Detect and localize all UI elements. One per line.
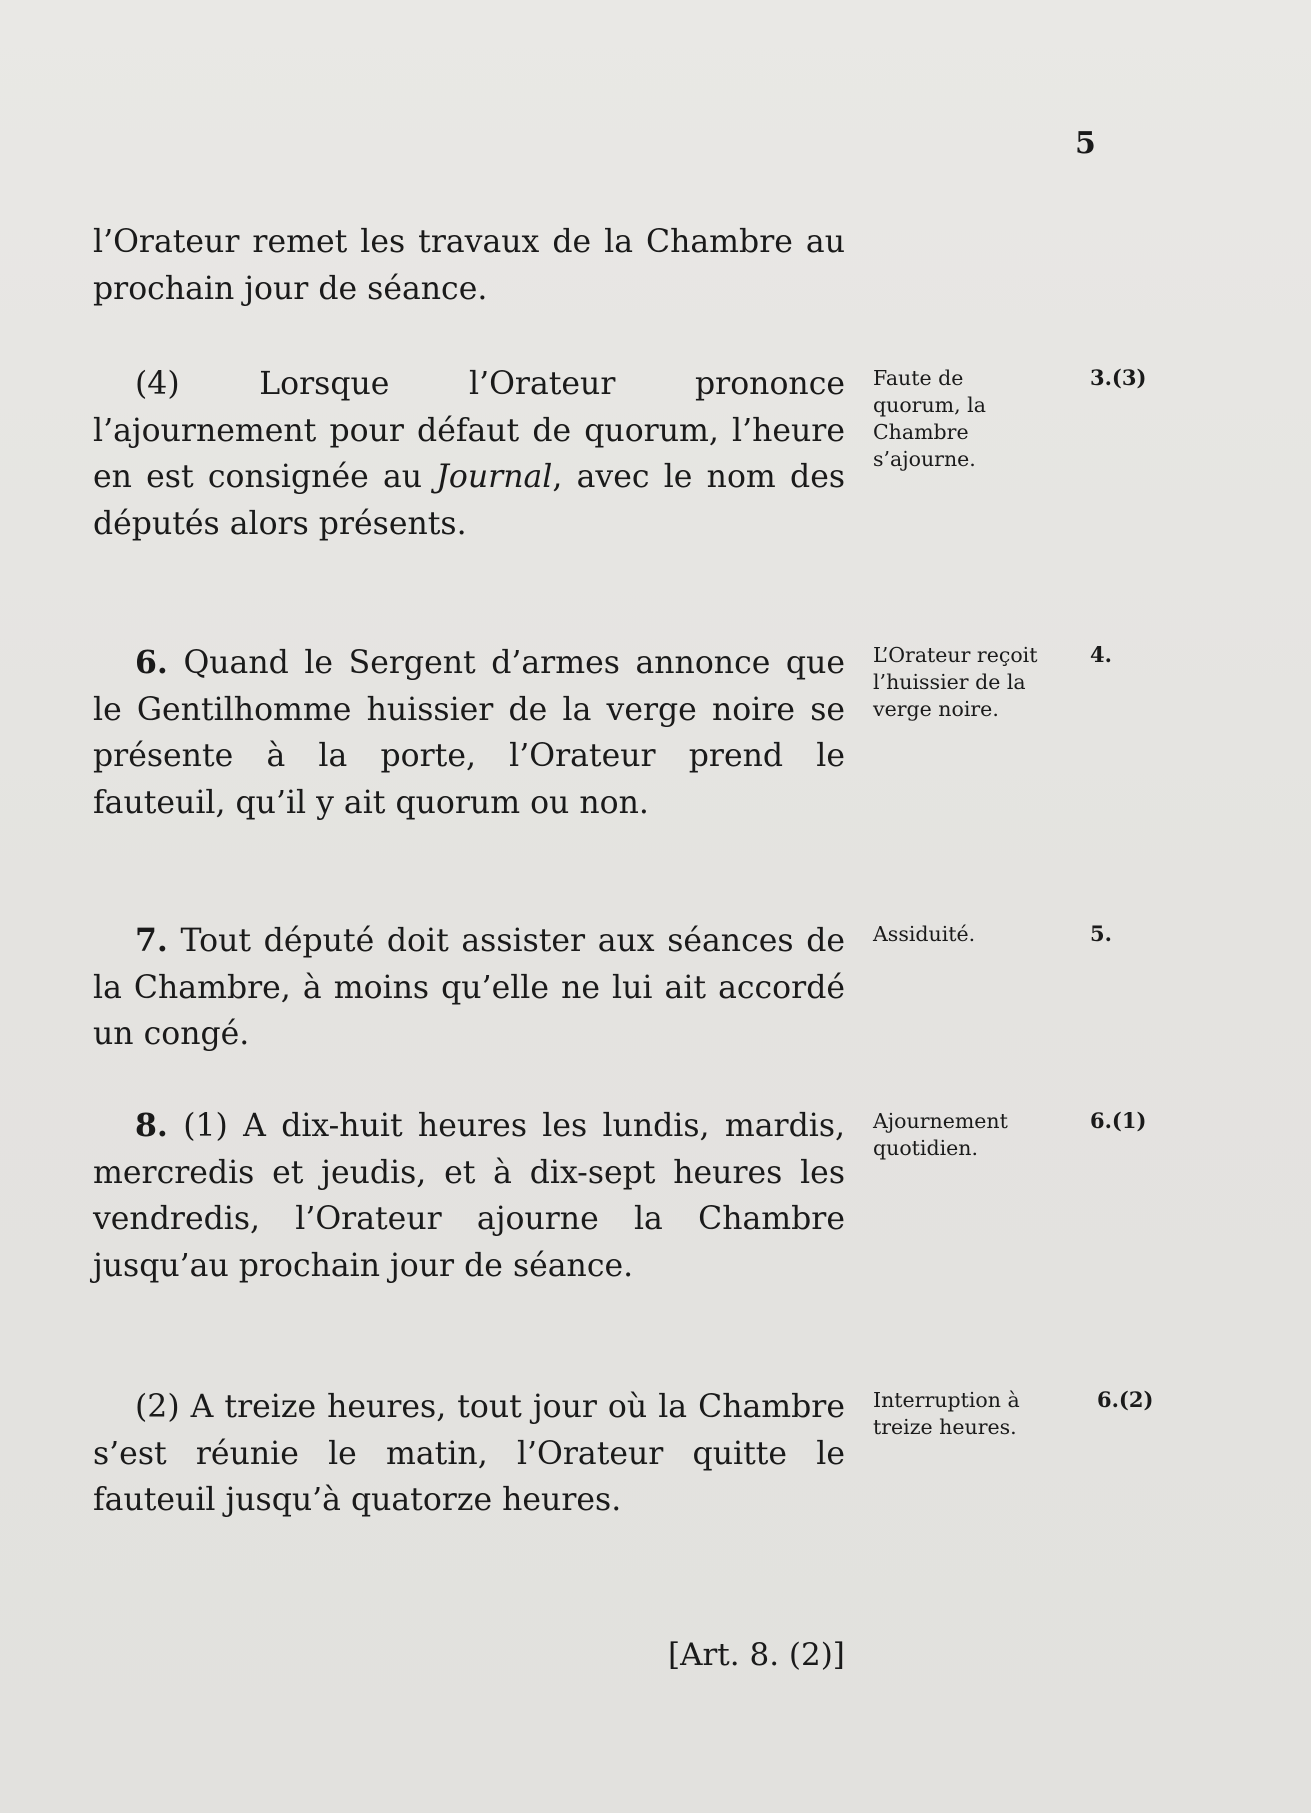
paragraph-8-2 <box>93 1384 845 1524</box>
paragraph-8-1 <box>93 1103 845 1289</box>
page-number: 5 <box>1075 126 1096 161</box>
margin-note-6: L’Orateur reçoit l’huissier de la verge noire. <box>873 643 1038 721</box>
paragraph-text-after: , avec le nom des députés alors présents. <box>93 459 845 542</box>
reference-6: 4. <box>1090 642 1112 667</box>
paragraph-7 <box>93 918 845 1058</box>
paragraph-6 <box>93 640 845 826</box>
reference-8-1: 6.(1) <box>1090 1108 1147 1133</box>
paragraph-text: (1) A dix-huit heures les lundis, mardis, mercredis et jeudis, et à dix-sept heures les vendredis, l’Orateur ajourne la Chambre jusqu’au prochain jour de séance. <box>93 1108 845 1284</box>
paragraph-text: l’Orateur remet les travaux de la Chambre au prochain jour de séance. <box>93 224 845 307</box>
margin-note-8-1: Ajournement quotidien. <box>873 1109 1008 1160</box>
paragraph-text: Quand le Sergent d’armes annonce que le Gentilhomme huissier de la verge noire se présente à la porte, l’Orateur prend le fauteuil, qu’il y ait quorum ou non. <box>93 645 845 821</box>
margin-note-5-4: Faute de quorum, la Chambre s’ajourne. <box>873 366 986 471</box>
reference-8-2: 6.(2) <box>1097 1387 1154 1412</box>
footer-article-reference: [Art. 8. (2)] <box>668 1637 845 1673</box>
section-number: 7. <box>135 922 168 959</box>
journal-italic: Journal <box>436 459 553 495</box>
reference-5-4: 3.(3) <box>1090 365 1147 390</box>
section-number: 8. <box>135 1107 168 1144</box>
paragraph-5-4 <box>93 361 845 547</box>
reference-7: 5. <box>1090 921 1112 946</box>
margin-note-7: Assiduité. <box>873 922 976 946</box>
paragraph-text: (4) Lorsque l’Orateur prononce l’ajournement pour défaut de quorum, l’heure en est consignée au <box>93 366 845 495</box>
paragraph-text: (2) A treize heures, tout jour où la Chambre s’est réunie le matin, l’Orateur quitte le fauteuil jusqu’à quatorze heures. <box>93 1389 845 1518</box>
section-number: 6. <box>135 644 168 681</box>
paragraph-text: Tout député doit assister aux séances de la Chambre, à moins qu’elle ne lui ait accordé un congé. <box>93 923 845 1052</box>
paragraph-continuation <box>93 219 845 312</box>
margin-note-8-2: Interruption à treize heures. <box>873 1388 1020 1439</box>
